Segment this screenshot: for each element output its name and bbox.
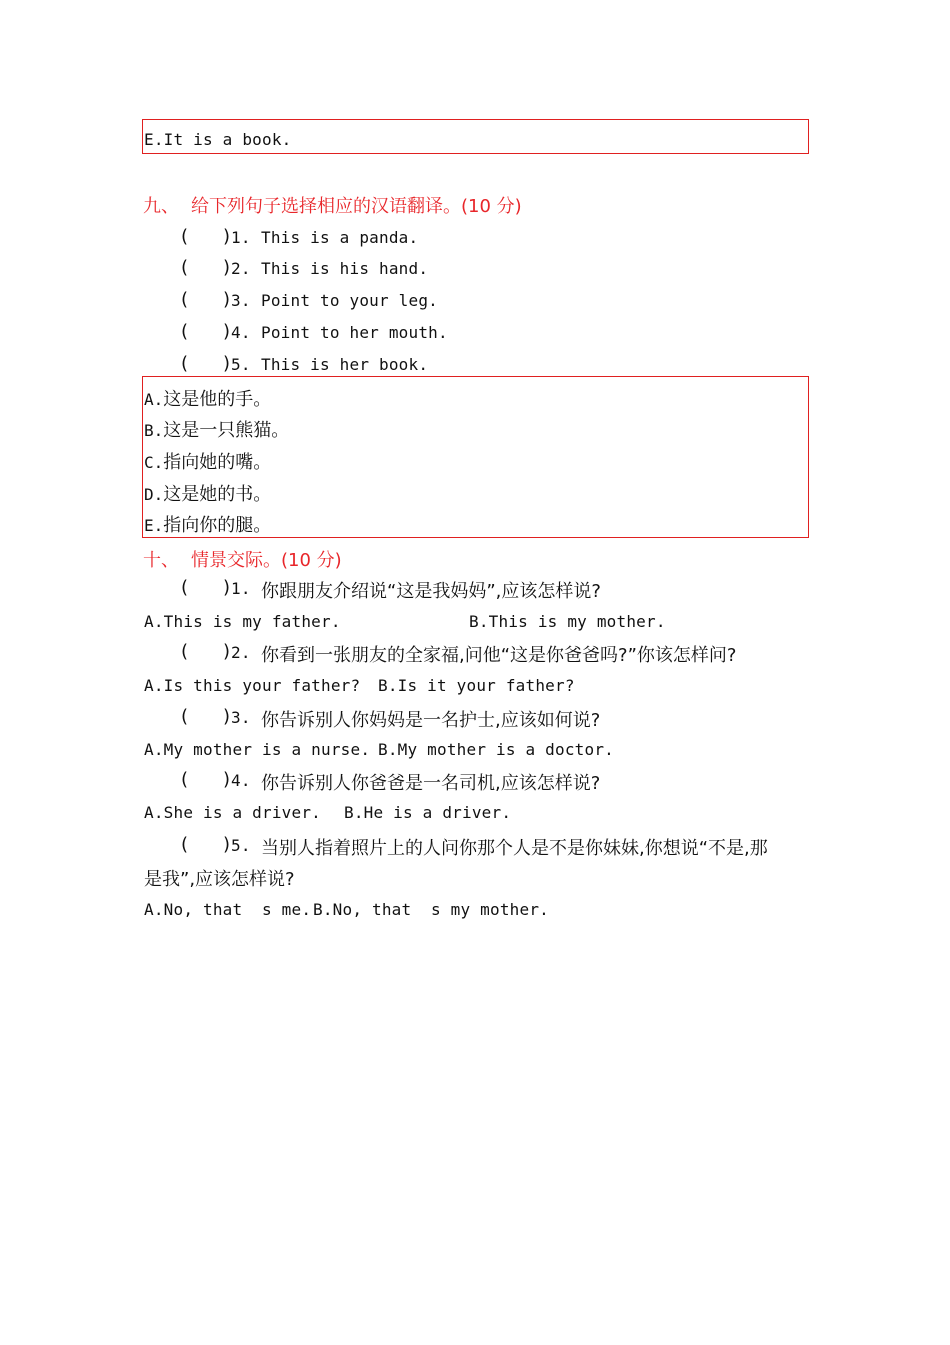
- answer-paren-right: ): [223, 321, 231, 342]
- question-number: 4.: [231, 771, 251, 790]
- question-text: 你告诉别人你妈妈是一名护士,应该如何说?: [261, 710, 601, 731]
- s9-option-a: [144, 385, 271, 411]
- answer-paren-right: ): [223, 769, 231, 790]
- s10-q5-option-a: A.No, that s me.: [144, 900, 312, 919]
- answer-paren-right: ): [223, 577, 231, 598]
- s10-q5-option-b: B.No, that s my mother.: [313, 900, 549, 919]
- question-text: 当别人指着照片上的人问你那个人是不是你妹妹,你想说“不是,那: [261, 838, 768, 859]
- question-text: Point to her mouth.: [261, 323, 448, 342]
- question-number: 2.: [231, 643, 251, 662]
- s10-question-5: [181, 834, 821, 860]
- s10-q3-option-a: A.My mother is a nurse.: [144, 740, 371, 759]
- question-number: 2.: [231, 259, 251, 278]
- question-text: This is her book.: [261, 355, 429, 374]
- section-10-heading: [143, 546, 342, 572]
- answer-paren-left[interactable]: (: [181, 577, 189, 598]
- question-number: 5.: [231, 355, 251, 374]
- answer-paren-right: ): [223, 257, 231, 278]
- question-number: 3.: [231, 708, 251, 727]
- section-10-title: 情景交际。(10 分): [191, 550, 342, 571]
- s9-option-d: [144, 480, 271, 506]
- question-number: 3.: [231, 291, 251, 310]
- option-letter: B.: [144, 421, 164, 440]
- answer-paren-right: ): [223, 706, 231, 727]
- s10-question-2: [181, 641, 821, 667]
- answer-paren-left[interactable]: (: [181, 769, 189, 790]
- question-text: 你看到一张朋友的全家福,问他“这是你爸爸吗?”你该怎样问?: [261, 645, 737, 666]
- question-text: This is a panda.: [261, 228, 419, 247]
- question-text: 你告诉别人你爸爸是一名司机,应该怎样说?: [261, 773, 601, 794]
- s10-q1-option-a: A.This is my father.: [144, 612, 341, 631]
- s10-question-4: [181, 769, 821, 795]
- section-9-heading: [143, 192, 522, 218]
- answer-paren-right: ): [223, 353, 231, 374]
- option-letter: E.: [144, 516, 164, 535]
- s10-question-3: [181, 706, 821, 732]
- s10-q2-option-a: A.Is this your father?: [144, 676, 361, 695]
- s10-q3-option-b: B.My mother is a doctor.: [378, 740, 614, 759]
- s9-option-e: [144, 511, 271, 537]
- option-text: 指向你的腿。: [163, 515, 272, 536]
- question-text: 你跟朋友介绍说“这是我妈妈”,应该怎样说?: [261, 581, 601, 602]
- top-box-option-e: E.It is a book.: [144, 130, 292, 149]
- option-letter: A.: [144, 390, 164, 409]
- question-number: 1.: [231, 228, 251, 247]
- answer-paren-right: ): [223, 226, 231, 247]
- answer-paren-left[interactable]: (: [181, 289, 189, 310]
- s9-question-3: [181, 289, 681, 313]
- section-9-title: 给下列句子选择相应的汉语翻译。(10 分): [191, 196, 522, 217]
- option-text: 这是她的书。: [163, 484, 272, 505]
- option-text: 这是一只熊猫。: [163, 420, 290, 441]
- question-number: 5.: [231, 836, 251, 855]
- s10-q5-text-continued: 是我”,应该怎样说?: [144, 869, 295, 890]
- answer-paren-right: ): [223, 289, 231, 310]
- answer-paren-left[interactable]: (: [181, 706, 189, 727]
- answer-paren-left[interactable]: (: [181, 226, 189, 247]
- s9-question-1: [181, 226, 681, 250]
- option-text: 这是他的手。: [163, 389, 272, 410]
- answer-paren-left[interactable]: (: [181, 257, 189, 278]
- s9-question-4: [181, 321, 681, 345]
- s10-q2-option-b: B.Is it your father?: [378, 676, 575, 695]
- option-letter: D.: [144, 485, 164, 504]
- answer-paren-right: ): [223, 834, 231, 855]
- question-text: Point to your leg.: [261, 291, 438, 310]
- question-number: 1.: [231, 579, 251, 598]
- question-number: 4.: [231, 323, 251, 342]
- answer-paren-right: ): [223, 641, 231, 662]
- s10-q1-option-b: B.This is my mother.: [469, 612, 666, 631]
- s9-option-b: [144, 416, 289, 442]
- answer-paren-left[interactable]: (: [181, 834, 189, 855]
- section-9-number: 九、: [143, 196, 179, 217]
- option-text: 指向她的嘴。: [163, 452, 272, 473]
- section-10-number: 十、: [143, 550, 179, 571]
- s9-question-2: [181, 257, 681, 281]
- answer-paren-left[interactable]: (: [181, 641, 189, 662]
- s10-question-1: [181, 577, 821, 603]
- answer-paren-left[interactable]: (: [181, 321, 189, 342]
- s9-option-c: [144, 448, 271, 474]
- s10-q4-option-a: A.She is a driver.: [144, 803, 321, 822]
- answer-paren-left[interactable]: (: [181, 353, 189, 374]
- question-text: This is his hand.: [261, 259, 429, 278]
- option-letter: C.: [144, 453, 164, 472]
- s9-question-5: [181, 353, 681, 377]
- s10-q4-option-b: B.He is a driver.: [344, 803, 512, 822]
